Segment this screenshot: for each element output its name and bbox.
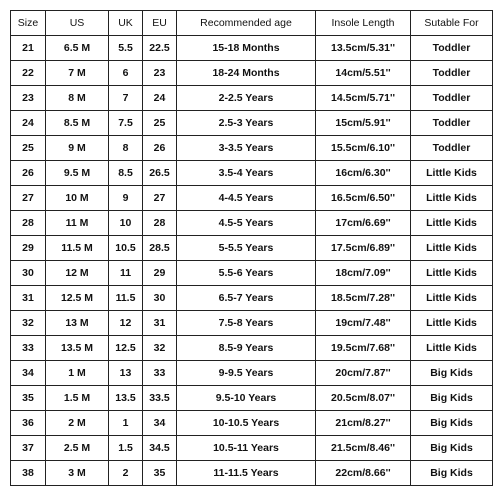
table-row xyxy=(11,136,493,161)
cell-insole-length: 19cm/7.48'' xyxy=(316,311,411,336)
header-insole-length: Insole Length xyxy=(316,11,411,36)
cell-suitable-for: Little Kids xyxy=(411,336,493,361)
table-row xyxy=(11,461,493,486)
cell-us: 1.5 M xyxy=(46,386,109,411)
cell-insole-length: 17cm/6.69'' xyxy=(316,211,411,236)
cell-size: 22 xyxy=(11,61,46,86)
table-row xyxy=(11,336,493,361)
table-row xyxy=(11,86,493,111)
cell-suitable-for: Big Kids xyxy=(411,411,493,436)
cell-insole-length: 20.5cm/8.07'' xyxy=(316,386,411,411)
cell-size: 35 xyxy=(11,386,46,411)
cell-eu: 34.5 xyxy=(143,436,177,461)
cell-insole-length: 17.5cm/6.89'' xyxy=(316,236,411,261)
cell-suitable-for: Little Kids xyxy=(411,186,493,211)
cell-insole-length: 14.5cm/5.71'' xyxy=(316,86,411,111)
cell-suitable-for: Big Kids xyxy=(411,461,493,486)
cell-recommended-age: 2-2.5 Years xyxy=(177,86,316,111)
table-row xyxy=(11,61,493,86)
table-row xyxy=(11,361,493,386)
cell-us: 11 M xyxy=(46,211,109,236)
cell-us: 11.5 M xyxy=(46,236,109,261)
cell-insole-length: 19.5cm/7.68'' xyxy=(316,336,411,361)
cell-recommended-age: 8.5-9 Years xyxy=(177,336,316,361)
cell-insole-length: 20cm/7.87'' xyxy=(316,361,411,386)
table-row xyxy=(11,386,493,411)
cell-eu: 26.5 xyxy=(143,161,177,186)
table-row xyxy=(11,161,493,186)
cell-uk: 9 xyxy=(109,186,143,211)
cell-us: 9.5 M xyxy=(46,161,109,186)
table-row xyxy=(11,261,493,286)
cell-uk: 12.5 xyxy=(109,336,143,361)
cell-recommended-age: 18-24 Months xyxy=(177,61,316,86)
cell-insole-length: 14cm/5.51'' xyxy=(316,61,411,86)
cell-size: 24 xyxy=(11,111,46,136)
cell-us: 3 M xyxy=(46,461,109,486)
table-row xyxy=(11,111,493,136)
cell-uk: 2 xyxy=(109,461,143,486)
cell-uk: 10 xyxy=(109,211,143,236)
cell-uk: 11 xyxy=(109,261,143,286)
cell-eu: 30 xyxy=(143,286,177,311)
cell-insole-length: 22cm/8.66'' xyxy=(316,461,411,486)
cell-size: 21 xyxy=(11,36,46,61)
table-body xyxy=(11,36,493,486)
cell-eu: 24 xyxy=(143,86,177,111)
cell-us: 6.5 M xyxy=(46,36,109,61)
cell-eu: 28.5 xyxy=(143,236,177,261)
cell-eu: 33.5 xyxy=(143,386,177,411)
cell-suitable-for: Toddler xyxy=(411,111,493,136)
cell-insole-length: 16.5cm/6.50'' xyxy=(316,186,411,211)
cell-us: 1 M xyxy=(46,361,109,386)
cell-insole-length: 15cm/5.91'' xyxy=(316,111,411,136)
cell-us: 9 M xyxy=(46,136,109,161)
cell-suitable-for: Big Kids xyxy=(411,386,493,411)
cell-recommended-age: 5.5-6 Years xyxy=(177,261,316,286)
cell-eu: 32 xyxy=(143,336,177,361)
table-row xyxy=(11,186,493,211)
cell-recommended-age: 11-11.5 Years xyxy=(177,461,316,486)
header-size: Size xyxy=(11,11,46,36)
cell-us: 8 M xyxy=(46,86,109,111)
cell-us: 8.5 M xyxy=(46,111,109,136)
cell-recommended-age: 9-9.5 Years xyxy=(177,361,316,386)
cell-us: 12.5 M xyxy=(46,286,109,311)
cell-recommended-age: 6.5-7 Years xyxy=(177,286,316,311)
cell-us: 10 M xyxy=(46,186,109,211)
cell-recommended-age: 5-5.5 Years xyxy=(177,236,316,261)
table-row xyxy=(11,36,493,61)
cell-recommended-age: 4-4.5 Years xyxy=(177,186,316,211)
cell-us: 12 M xyxy=(46,261,109,286)
cell-eu: 31 xyxy=(143,311,177,336)
table-row xyxy=(11,236,493,261)
cell-us: 13 M xyxy=(46,311,109,336)
cell-size: 23 xyxy=(11,86,46,111)
cell-recommended-age: 10.5-11 Years xyxy=(177,436,316,461)
cell-suitable-for: Little Kids xyxy=(411,161,493,186)
cell-us: 7 M xyxy=(46,61,109,86)
cell-suitable-for: Little Kids xyxy=(411,311,493,336)
cell-suitable-for: Toddler xyxy=(411,36,493,61)
cell-insole-length: 21.5cm/8.46'' xyxy=(316,436,411,461)
table-row xyxy=(11,311,493,336)
cell-size: 38 xyxy=(11,461,46,486)
table-row xyxy=(11,436,493,461)
header-uk: UK xyxy=(109,11,143,36)
cell-suitable-for: Big Kids xyxy=(411,436,493,461)
cell-suitable-for: Toddler xyxy=(411,136,493,161)
cell-size: 32 xyxy=(11,311,46,336)
cell-suitable-for: Little Kids xyxy=(411,236,493,261)
cell-insole-length: 16cm/6.30'' xyxy=(316,161,411,186)
cell-suitable-for: Toddler xyxy=(411,86,493,111)
cell-eu: 23 xyxy=(143,61,177,86)
cell-eu: 27 xyxy=(143,186,177,211)
cell-eu: 25 xyxy=(143,111,177,136)
cell-recommended-age: 3-3.5 Years xyxy=(177,136,316,161)
cell-uk: 10.5 xyxy=(109,236,143,261)
cell-recommended-age: 9.5-10 Years xyxy=(177,386,316,411)
header-row xyxy=(11,11,493,36)
cell-uk: 8.5 xyxy=(109,161,143,186)
table-row xyxy=(11,286,493,311)
cell-size: 34 xyxy=(11,361,46,386)
cell-size: 25 xyxy=(11,136,46,161)
cell-recommended-age: 10-10.5 Years xyxy=(177,411,316,436)
header-suitable-for: Sutable For xyxy=(411,11,493,36)
cell-size: 33 xyxy=(11,336,46,361)
cell-size: 36 xyxy=(11,411,46,436)
cell-recommended-age: 7.5-8 Years xyxy=(177,311,316,336)
cell-recommended-age: 15-18 Months xyxy=(177,36,316,61)
cell-us: 2.5 M xyxy=(46,436,109,461)
cell-us: 13.5 M xyxy=(46,336,109,361)
cell-us: 2 M xyxy=(46,411,109,436)
cell-eu: 34 xyxy=(143,411,177,436)
table-row xyxy=(11,211,493,236)
cell-suitable-for: Little Kids xyxy=(411,261,493,286)
cell-uk: 11.5 xyxy=(109,286,143,311)
cell-eu: 22.5 xyxy=(143,36,177,61)
cell-insole-length: 18.5cm/7.28'' xyxy=(316,286,411,311)
cell-recommended-age: 2.5-3 Years xyxy=(177,111,316,136)
table-row xyxy=(11,411,493,436)
cell-eu: 35 xyxy=(143,461,177,486)
header-eu: EU xyxy=(143,11,177,36)
cell-uk: 12 xyxy=(109,311,143,336)
cell-uk: 5.5 xyxy=(109,36,143,61)
cell-uk: 13.5 xyxy=(109,386,143,411)
cell-size: 30 xyxy=(11,261,46,286)
cell-uk: 7 xyxy=(109,86,143,111)
cell-size: 37 xyxy=(11,436,46,461)
cell-suitable-for: Toddler xyxy=(411,61,493,86)
cell-uk: 6 xyxy=(109,61,143,86)
cell-insole-length: 18cm/7.09'' xyxy=(316,261,411,286)
cell-eu: 28 xyxy=(143,211,177,236)
cell-insole-length: 15.5cm/6.10'' xyxy=(316,136,411,161)
header-us: US xyxy=(46,11,109,36)
cell-eu: 29 xyxy=(143,261,177,286)
cell-size: 28 xyxy=(11,211,46,236)
cell-size: 27 xyxy=(11,186,46,211)
cell-uk: 8 xyxy=(109,136,143,161)
cell-size: 29 xyxy=(11,236,46,261)
table-header xyxy=(11,11,493,36)
cell-uk: 7.5 xyxy=(109,111,143,136)
cell-suitable-for: Big Kids xyxy=(411,361,493,386)
cell-suitable-for: Little Kids xyxy=(411,211,493,236)
cell-size: 26 xyxy=(11,161,46,186)
cell-suitable-for: Little Kids xyxy=(411,286,493,311)
cell-uk: 1.5 xyxy=(109,436,143,461)
cell-eu: 33 xyxy=(143,361,177,386)
cell-recommended-age: 3.5-4 Years xyxy=(177,161,316,186)
size-table xyxy=(10,10,493,486)
cell-insole-length: 13.5cm/5.31'' xyxy=(316,36,411,61)
cell-recommended-age: 4.5-5 Years xyxy=(177,211,316,236)
cell-insole-length: 21cm/8.27'' xyxy=(316,411,411,436)
cell-size: 31 xyxy=(11,286,46,311)
header-recommended-age: Recommended age xyxy=(177,11,316,36)
size-chart xyxy=(10,10,493,486)
cell-uk: 1 xyxy=(109,411,143,436)
cell-eu: 26 xyxy=(143,136,177,161)
cell-uk: 13 xyxy=(109,361,143,386)
